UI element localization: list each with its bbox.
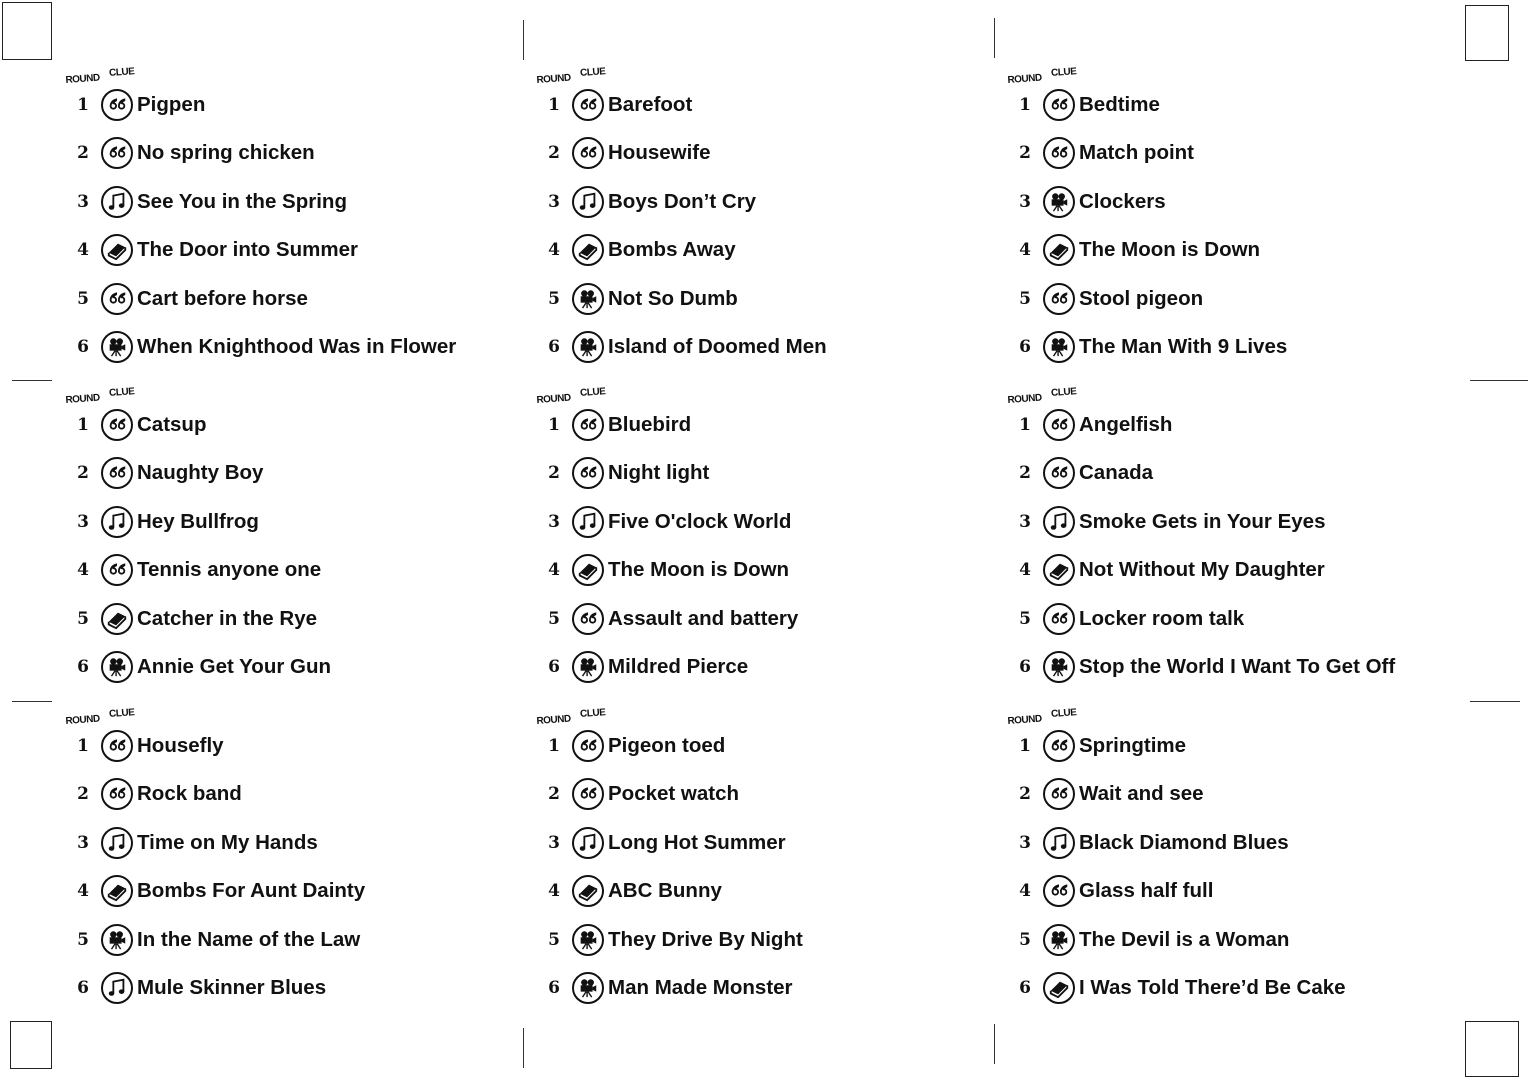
clue-row — [1007, 920, 1289, 960]
clue-text: Stool pigeon — [1079, 286, 1204, 310]
round-number: 3 — [77, 191, 89, 212]
cut-line — [994, 18, 995, 58]
clue-row — [65, 550, 321, 590]
round-number: 3 — [1019, 832, 1031, 853]
round-number: 6 — [77, 978, 89, 998]
clue-text: Clockers — [1079, 189, 1166, 213]
round-number: 2 — [548, 784, 560, 805]
clue-row — [536, 230, 736, 270]
book-icon — [101, 875, 133, 907]
clue-text: Not So Dumb — [608, 286, 738, 310]
music-icon — [101, 506, 133, 538]
round-number: 2 — [77, 143, 89, 164]
cut-line — [12, 380, 52, 381]
film-icon — [1043, 651, 1075, 683]
round-number: 4 — [77, 560, 89, 581]
clue-text: The Moon is Down — [608, 558, 790, 582]
clue-row — [65, 405, 206, 445]
clue-row — [65, 774, 242, 814]
clue-text: Island of Doomed Men — [608, 335, 827, 358]
quote-icon — [572, 409, 604, 441]
film-icon — [101, 924, 133, 956]
clue-row — [65, 133, 315, 173]
crop-mark-top-right — [1465, 5, 1509, 61]
clue-text: Annie Get Your Gun — [137, 655, 331, 678]
quote-icon — [101, 283, 133, 315]
clue-text: Pigeon toed — [608, 734, 726, 757]
round-number: 1 — [548, 415, 560, 435]
clue-row — [1007, 599, 1244, 639]
clue-text: Man Made Monster — [608, 976, 793, 999]
clue-row — [536, 871, 722, 911]
clue-text: Five O'clock World — [608, 509, 792, 533]
clue-label: CLUE — [108, 66, 135, 79]
quote-icon — [1043, 875, 1075, 907]
round-number: 4 — [77, 881, 89, 902]
quote-icon — [101, 554, 133, 586]
clue-text: Canada — [1079, 461, 1154, 485]
clue-text: Bluebird — [608, 413, 692, 436]
crop-mark-bottom-right — [1465, 1021, 1519, 1077]
clue-label: CLUE — [579, 66, 606, 79]
clue-card — [1007, 66, 1467, 383]
quote-icon — [1043, 730, 1075, 762]
clue-text: The Moon is Down — [1079, 238, 1261, 262]
round-number: 3 — [77, 511, 89, 532]
clue-text: Barefoot — [608, 93, 693, 116]
round-label: ROUND — [536, 72, 571, 86]
round-number: 1 — [548, 736, 560, 756]
round-label: ROUND — [1007, 713, 1042, 727]
cut-line — [994, 1024, 995, 1064]
clue-text: Springtime — [1079, 734, 1187, 757]
quote-icon — [101, 730, 133, 762]
clue-text: The Devil is a Woman — [1079, 927, 1290, 951]
clue-card — [536, 386, 996, 703]
clue-text: Stop the World I Want To Get Off — [1079, 655, 1396, 678]
round-number: 4 — [548, 881, 560, 902]
round-label: ROUND — [65, 713, 100, 727]
clue-card — [1007, 707, 1467, 1024]
round-number: 5 — [77, 929, 89, 950]
round-number: 2 — [77, 463, 89, 484]
quote-icon — [572, 89, 604, 121]
clue-row — [1007, 230, 1260, 270]
film-icon — [572, 283, 604, 315]
clue-text: No spring chicken — [137, 141, 315, 165]
quote-icon — [1043, 409, 1075, 441]
clue-text: The Man With 9 Lives — [1079, 335, 1288, 358]
round-label: ROUND — [1007, 392, 1042, 406]
round-number: 3 — [1019, 191, 1031, 212]
clue-row — [536, 647, 748, 687]
clue-row — [65, 327, 456, 367]
clue-text: Catcher in the Rye — [137, 606, 317, 630]
clue-card — [65, 707, 525, 1024]
clue-text: Glass half full — [1079, 879, 1214, 903]
clue-row — [65, 502, 259, 542]
clue-row — [536, 968, 793, 1008]
quote-icon — [1043, 137, 1075, 169]
clue-row — [1007, 871, 1213, 911]
round-number: 4 — [1019, 881, 1031, 902]
round-number: 3 — [548, 191, 560, 212]
film-icon — [1043, 186, 1075, 218]
round-label: ROUND — [65, 72, 100, 86]
crop-mark-bottom-left — [10, 1021, 52, 1069]
clue-row — [536, 453, 709, 493]
round-number: 6 — [548, 337, 560, 357]
clue-row — [536, 726, 725, 766]
book-icon — [1043, 234, 1075, 266]
clue-row — [1007, 453, 1153, 493]
clue-text: ABC Bunny — [608, 879, 722, 903]
round-label: ROUND — [65, 392, 100, 406]
clue-text: The Door into Summer — [137, 238, 358, 262]
clue-row — [536, 920, 803, 960]
clue-label: CLUE — [108, 386, 135, 399]
quote-icon — [101, 457, 133, 489]
clue-row — [1007, 182, 1166, 222]
clue-text: Not Without My Daughter — [1079, 558, 1325, 582]
clue-row — [65, 453, 263, 493]
round-number: 1 — [77, 736, 89, 756]
clue-text: Night light — [608, 461, 710, 485]
clue-label: CLUE — [579, 386, 606, 399]
film-icon — [1043, 924, 1075, 956]
clue-row — [1007, 279, 1203, 319]
round-number: 2 — [1019, 463, 1031, 484]
clue-row — [536, 182, 756, 222]
film-icon — [101, 651, 133, 683]
clue-row — [65, 920, 360, 960]
round-number: 6 — [548, 657, 560, 677]
clue-row — [536, 599, 798, 639]
round-number: 6 — [1019, 657, 1031, 677]
round-number: 6 — [1019, 978, 1031, 998]
clue-row — [536, 550, 789, 590]
clue-text: Boys Don’t Cry — [608, 189, 757, 213]
music-icon — [572, 186, 604, 218]
round-number: 5 — [548, 929, 560, 950]
clue-text: Bombs For Aunt Dainty — [137, 879, 366, 903]
cut-line — [1470, 701, 1520, 702]
film-icon — [572, 924, 604, 956]
round-number: 4 — [1019, 240, 1031, 261]
book-icon — [572, 554, 604, 586]
cut-line — [523, 20, 524, 60]
clue-text: I Was Told There’d Be Cake — [1079, 976, 1346, 999]
round-number: 4 — [77, 240, 89, 261]
quote-icon — [1043, 778, 1075, 810]
round-number: 5 — [1019, 288, 1031, 309]
round-number: 5 — [548, 608, 560, 629]
clue-text: Hey Bullfrog — [137, 509, 259, 533]
quote-icon — [101, 137, 133, 169]
clue-text: Housewife — [608, 141, 711, 165]
round-number: 2 — [1019, 143, 1031, 164]
clue-text: Pigpen — [137, 93, 206, 116]
clue-text: Mule Skinner Blues — [137, 976, 327, 999]
round-number: 4 — [548, 240, 560, 261]
music-icon — [1043, 827, 1075, 859]
quote-icon — [1043, 457, 1075, 489]
quote-icon — [572, 778, 604, 810]
book-icon — [101, 234, 133, 266]
clue-card — [536, 66, 996, 383]
round-label: ROUND — [536, 713, 571, 727]
book-icon — [101, 603, 133, 635]
book-icon — [572, 875, 604, 907]
round-number: 6 — [1019, 337, 1031, 357]
clue-row — [536, 327, 827, 367]
clue-row — [1007, 823, 1289, 863]
clue-row — [536, 133, 711, 173]
clue-text: Naughty Boy — [137, 461, 264, 485]
clue-row — [1007, 502, 1325, 542]
clue-row — [1007, 133, 1194, 173]
clue-text: Angelfish — [1079, 413, 1173, 436]
clue-text: See You in the Spring — [137, 189, 347, 213]
music-icon — [1043, 506, 1075, 538]
clue-text: Mildred Pierce — [608, 655, 749, 678]
crop-mark-top-left — [2, 2, 52, 60]
round-number: 2 — [77, 784, 89, 805]
clue-text: Long Hot Summer — [608, 830, 786, 854]
film-icon — [572, 651, 604, 683]
clue-text: Locker room talk — [1079, 606, 1245, 630]
round-number: 1 — [77, 95, 89, 115]
round-number: 5 — [1019, 929, 1031, 950]
clue-label: CLUE — [1050, 386, 1077, 399]
clue-text: In the Name of the Law — [137, 927, 361, 951]
clue-card — [65, 386, 525, 703]
clue-text: Tennis anyone one — [137, 558, 322, 582]
clue-row — [65, 968, 326, 1008]
cut-line — [1470, 380, 1528, 381]
clue-row — [1007, 726, 1186, 766]
round-number: 3 — [77, 832, 89, 853]
clue-text: Time on My Hands — [137, 830, 318, 854]
clue-card — [65, 66, 525, 383]
music-icon — [101, 186, 133, 218]
round-number: 5 — [77, 288, 89, 309]
clue-text: Bombs Away — [608, 238, 736, 262]
round-number: 4 — [548, 560, 560, 581]
clue-text: Cart before horse — [137, 286, 308, 310]
music-icon — [572, 827, 604, 859]
clue-row — [1007, 968, 1346, 1008]
clue-row — [65, 599, 317, 639]
film-icon — [572, 972, 604, 1004]
clue-row — [536, 823, 786, 863]
clue-text: Catsup — [137, 413, 207, 436]
film-icon — [572, 331, 604, 363]
quote-icon — [1043, 603, 1075, 635]
cut-line — [523, 1028, 524, 1068]
clue-label: CLUE — [579, 707, 606, 720]
clue-text: Smoke Gets in Your Eyes — [1079, 509, 1326, 533]
quote-icon — [1043, 283, 1075, 315]
round-number: 3 — [548, 511, 560, 532]
round-number: 1 — [548, 95, 560, 115]
clue-row — [1007, 85, 1160, 125]
clue-row — [1007, 327, 1287, 367]
round-number: 1 — [1019, 736, 1031, 756]
film-icon — [1043, 331, 1075, 363]
clue-text: Wait and see — [1079, 782, 1204, 806]
clue-text: Match point — [1079, 141, 1195, 165]
round-number: 6 — [77, 337, 89, 357]
round-number: 6 — [77, 657, 89, 677]
quote-icon — [101, 89, 133, 121]
clue-row — [1007, 774, 1204, 814]
clue-row — [65, 726, 224, 766]
clue-row — [536, 279, 738, 319]
clue-text: Housefly — [137, 734, 224, 757]
quote-icon — [572, 603, 604, 635]
clue-row — [1007, 647, 1395, 687]
clue-row — [536, 85, 692, 125]
clue-row — [65, 647, 331, 687]
quote-icon — [572, 137, 604, 169]
book-icon — [1043, 554, 1075, 586]
clue-text: Pocket watch — [608, 782, 740, 806]
clue-card — [536, 707, 996, 1024]
clue-row — [536, 774, 739, 814]
clue-row — [65, 230, 358, 270]
round-label: ROUND — [1007, 72, 1042, 86]
round-number: 6 — [548, 978, 560, 998]
round-number: 3 — [548, 832, 560, 853]
round-number: 5 — [77, 608, 89, 629]
clue-card — [1007, 386, 1467, 703]
round-label: ROUND — [536, 392, 571, 406]
round-number: 2 — [1019, 784, 1031, 805]
round-number: 3 — [1019, 511, 1031, 532]
round-number: 5 — [548, 288, 560, 309]
cut-line — [12, 701, 52, 702]
music-icon — [572, 506, 604, 538]
clue-row — [1007, 405, 1172, 445]
clue-text: They Drive By Night — [608, 927, 803, 951]
clue-row — [536, 502, 791, 542]
clue-text: Black Diamond Blues — [1079, 830, 1289, 854]
clue-text: Assault and battery — [608, 606, 799, 630]
round-number: 4 — [1019, 560, 1031, 581]
clue-row — [65, 85, 205, 125]
music-icon — [101, 972, 133, 1004]
clue-label: CLUE — [1050, 66, 1077, 79]
music-icon — [101, 827, 133, 859]
clue-text: Rock band — [137, 782, 242, 806]
book-icon — [572, 234, 604, 266]
clue-text: When Knighthood Was in Flower — [137, 335, 457, 358]
clue-label: CLUE — [108, 707, 135, 720]
quote-icon — [572, 457, 604, 489]
round-number: 5 — [1019, 608, 1031, 629]
round-number: 2 — [548, 143, 560, 164]
round-number: 1 — [1019, 415, 1031, 435]
clue-row — [536, 405, 691, 445]
clue-row — [65, 279, 308, 319]
clue-label: CLUE — [1050, 707, 1077, 720]
book-icon — [1043, 972, 1075, 1004]
clue-row — [65, 823, 318, 863]
clue-row — [1007, 550, 1325, 590]
quote-icon — [101, 409, 133, 441]
clue-text: Bedtime — [1079, 93, 1160, 116]
clue-row — [65, 871, 365, 911]
clue-row — [65, 182, 347, 222]
quote-icon — [572, 730, 604, 762]
round-number: 2 — [548, 463, 560, 484]
round-number: 1 — [1019, 95, 1031, 115]
quote-icon — [101, 778, 133, 810]
quote-icon — [1043, 89, 1075, 121]
film-icon — [101, 331, 133, 363]
round-number: 1 — [77, 415, 89, 435]
